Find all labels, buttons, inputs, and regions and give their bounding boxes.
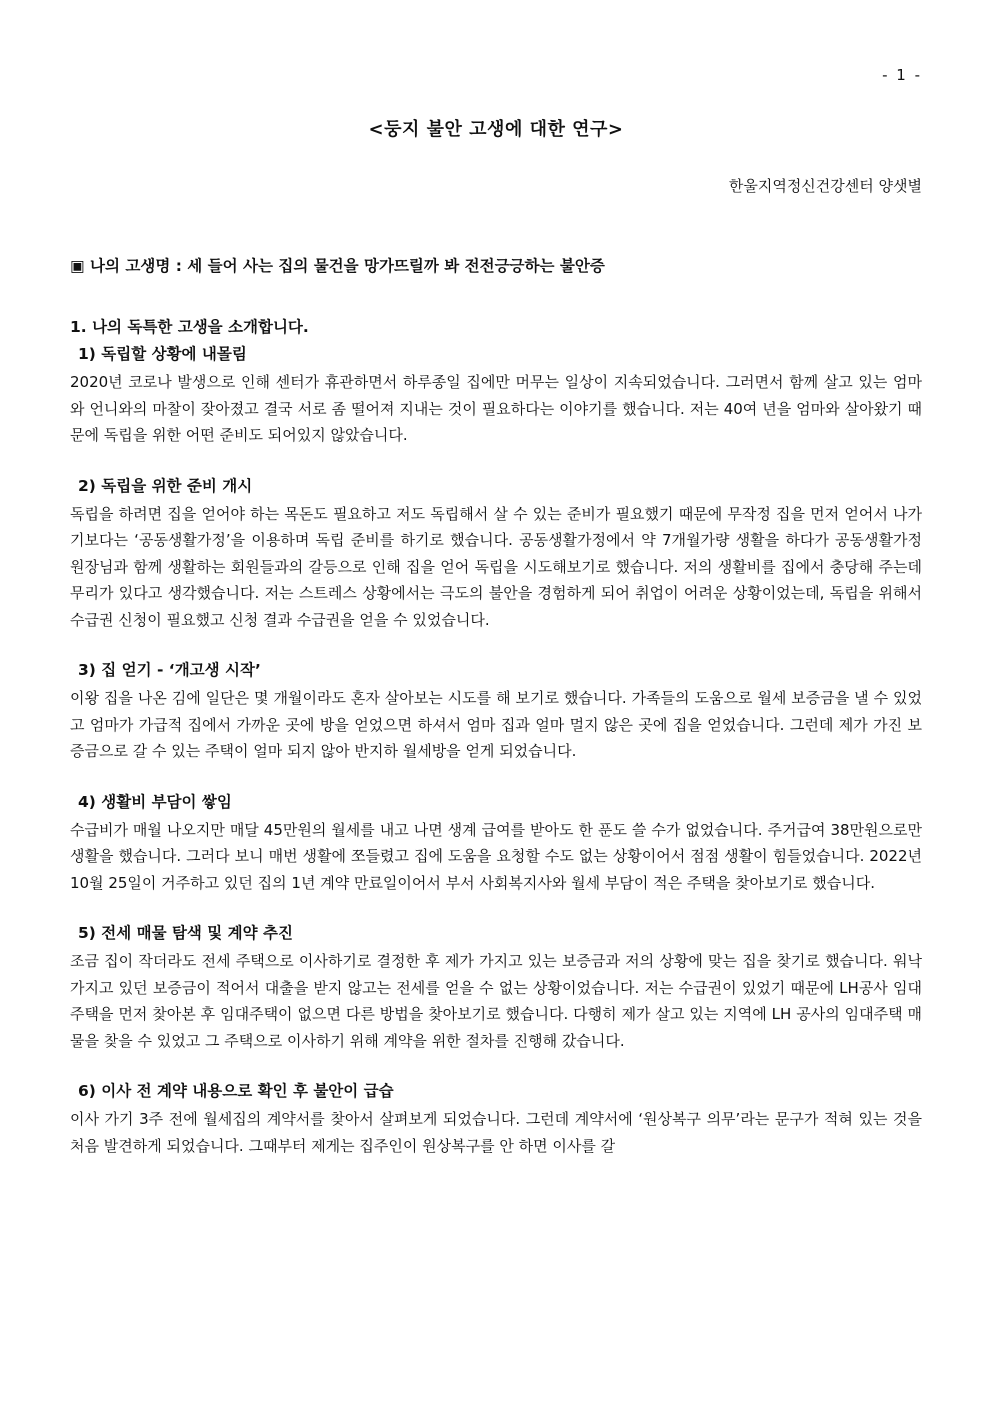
subsection-heading-6: 6) 이사 전 계약 내용으로 확인 후 불안이 급습: [78, 1082, 394, 1100]
subsection-heading-2: 2) 독립을 위한 준비 개시: [78, 476, 253, 495]
document-title: <둥지 불안 고생에 대한 연구>: [368, 119, 624, 140]
section-heading: 1. 나의 독특한 고생을 소개합니다.: [70, 318, 309, 336]
subsection-paragraph-5: 조금 집이 작더라도 전세 주택으로 이사하기로 결정한 후 제가 가지고 있는 보증금과 저의 상황에 맞는 집을 찾기로 했습니다. 워낙 가지고 있던 보증금이 적어서 대출을 받지 않고는 전세를 얻을 수 없는 상황이었습니다. 저는 수급권이 있었기 때문에 LH공사 임대주택을 먼저 찾아본 후 임대주택이 없으면 다른 방법을 찾아보기로 했습니다. 다행히 제가 살고 있는 지역에 LH 공사의 임대주택 매물을 찾을 수 있었고 그 주택으로 이사하기 위해 계약을 위한 절차를 진행해 갔습니다.: [70, 952, 922, 1050]
subsection-paragraph-1: 2020년 코로나 발생으로 인해 센터가 휴관하면서 하루종일 집에만 머무는 일상이 지속되었습니다. 그러면서 함께 살고 있는 엄마와 언니와의 마찰이 잦아졌고 결국 서로 좀 떨어져 지내는 것이 필요하다는 이야기를 했습니다. 저는 40여 년을 엄마와 살아왔기 때문에 독립을 위한 어떤 준비도 되어있지 않았습니다.: [70, 373, 922, 444]
subsection-paragraph-6: 이사 가기 3주 전에 월세집의 계약서를 찾아서 살펴보게 되었습니다. 그런데 계약서에 ‘원상복구 의무’라는 문구가 적혀 있는 것을 처음 발견하게 되었습니다. 그때부터 제게는 집주인이 원상복구를 안 하면 이사를 갈: [70, 1110, 922, 1155]
author-line: 한울지역정신건강센터 양샛별: [728, 177, 922, 195]
subsection-heading-4: 4) 생활비 부담이 쌓임: [78, 792, 232, 811]
subsection-heading-1: 1) 독립할 상황에 내몰림: [78, 345, 247, 363]
subsection-paragraph-3: 이왕 집을 나온 김에 일단은 몇 개월이라도 혼자 살아보는 시도를 해 보기로 했습니다. 가족들의 도움으로 월세 보증금을 낼 수 있었고 엄마가 가급적 집에서 가까운 곳에 방을 얻었으면 하셔서 엄마 집과 얼마 멀지 않은 곳에 집을 얻었습니다. 그런데 제가 가진 보증금으로 갈 수 있는 주택이 얼마 되지 않아 반지하 월세방을 얻게 되었습니다.: [70, 689, 922, 760]
topic-heading: ▣ 나의 고생명 : 세 들어 사는 집의 물건을 망가뜨릴까 봐 전전긍긍하는 불안증: [70, 257, 605, 275]
subsection-paragraph-4: 수급비가 매월 나오지만 매달 45만원의 월세를 내고 나면 생계 급여를 받아도 한 푼도 쓸 수가 없었습니다. 주거급여 38만원으로만 생활을 했습니다. 그러다 보니 매번 생활에 쪼들렸고 집에 도움을 요청할 수도 없는 상황이어서 점점 생활이 힘들었습니다. 2022년 10월 25일이 거주하고 있던 집의 1년 계약 만료일이어서 부서 사회복지사와 월세 부담이 적은 주택을 찾아보기로 했습니다.: [70, 820, 922, 892]
document-body: [70, 255, 922, 1159]
subsection-paragraph-2: 독립을 하려면 집을 얻어야 하는 목돈도 필요하고 저도 독립해서 살 수 있는 준비가 필요했기 때문에 무작정 집을 먼저 얻어서 나가기보다는 ‘공동생활가정’을 이용하며 독립 준비를 하기로 했습니다. 공동생활가정에서 약 7개월가량 생활을 하다가 공동생활가정 원장님과 함께 생활하는 회원들과의 갈등으로 인해 집을 얻어 독립을 시도해보기로 했습니다. 저의 생활비를 집에서 충당해 주는데 무리가 있다고 생각했습니다. 저는 스트레스 상황에서는 극도의 불안을 경험하게 되어 취업이 어려운 상황이었는데, 독립을 위해서 수급권 신청이 필요했고 신청 결과 수급권을 얻을 수 있었습니다.: [70, 504, 922, 629]
subsection-heading-3: 3) 집 얻기 - ‘개고생 시작’: [78, 661, 261, 679]
subsection-heading-5: 5) 전세 매물 탐색 및 계약 추진: [78, 924, 293, 942]
page-number: - 1 -: [882, 66, 922, 84]
